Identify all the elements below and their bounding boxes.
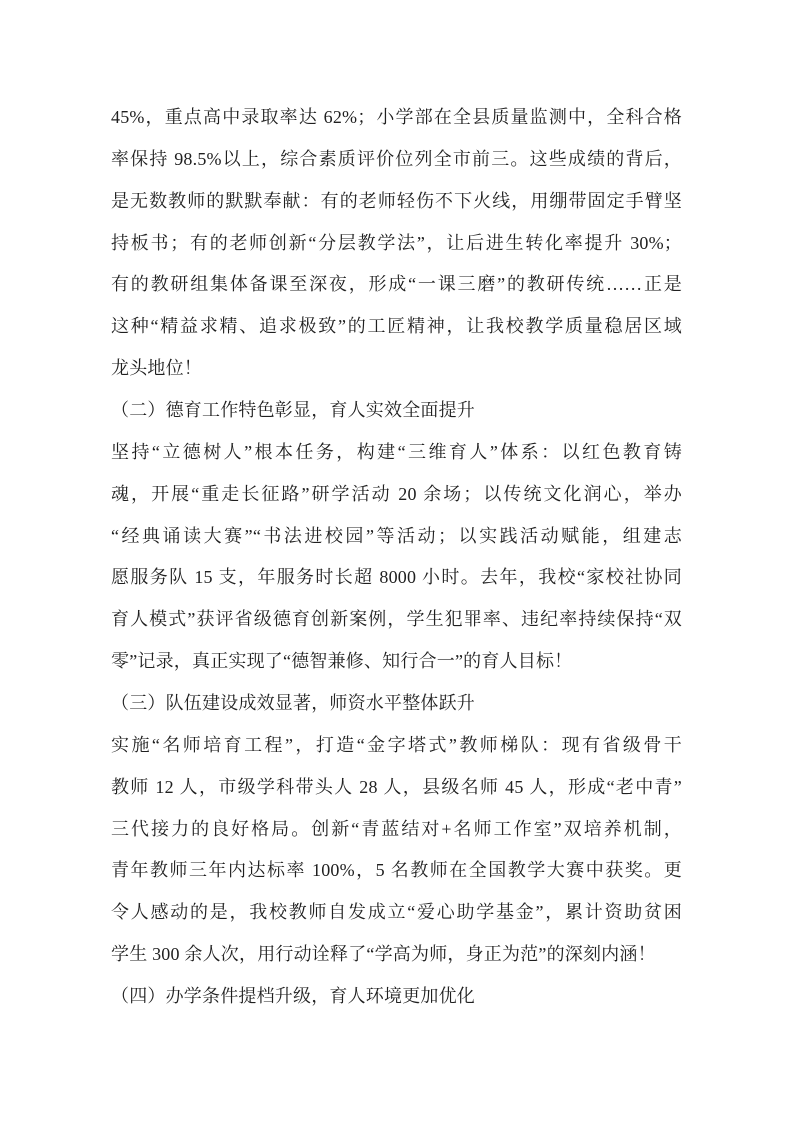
body-line: “经典诵读大赛”“书法进校园”等活动；以实践活动赋能，组建志: [111, 525, 682, 546]
body-line: 45%，重点高中录取率达 62%；小学部在全县质量监测中，全科合格: [111, 107, 682, 127]
section-heading: （四）办学条件提档升级，育人环境更加优化: [111, 986, 475, 1007]
body-line: 实施“名师培育工程”，打造“金字塔式”教师梯队：现有省级骨干: [111, 734, 682, 755]
body-line: 青年教师三年内达标率 100%，5 名教师在全国教学大赛中获奖。更: [111, 860, 682, 881]
body-line: 龙头地位！: [111, 358, 202, 379]
body-line: 有的教研组集体备课至深夜，形成“一课三磨”的教研传统……正是: [111, 274, 682, 295]
body-line: 教师 12 人，市级学科带头人 28 人，县级名师 45 人，形成“老中青”: [111, 776, 682, 797]
body-line: 令人感动的是，我校教师自发成立“爱心助学基金”，累计资助贫困: [111, 902, 682, 923]
body-line: 率保持 98.5%以上，综合素质评价位列全市前三。这些成绩的背后，: [111, 148, 682, 169]
body-line: 持板书；有的老师创新“分层教学法”，让后进生转化率提升 30%；: [111, 232, 682, 253]
body-line: 这种“精益求精、追求极致”的工匠精神，让我校教学质量稳居区域: [111, 316, 682, 337]
body-line: 魂，开展“重走长征路”研学活动 20 余场；以传统文化润心，举办: [111, 483, 682, 504]
document-text: [111, 97, 682, 1018]
body-line: 坚持“立德树人”根本任务，构建“三维育人”体系：以红色教育铸: [111, 441, 682, 462]
body-line: 育人模式”获评省级德育创新案例，学生犯罪率、违纪率持续保持“双: [111, 609, 682, 630]
body-line: 三代接力的良好格局。创新“青蓝结对+名师工作室”双培养机制，: [111, 818, 682, 839]
body-line: 是无数教师的默默奉献：有的老师轻伤不下火线，用绷带固定手臂坚: [111, 190, 682, 211]
body-line: 零”记录，真正实现了“德智兼修、知行合一”的育人目标！: [111, 651, 573, 672]
section-heading: （三）队伍建设成效显著，师资水平整体跃升: [111, 693, 475, 714]
body-line: 愿服务队 15 支，年服务时长超 8000 小时。去年，我校“家校社协同: [111, 567, 682, 588]
body-line: 学生 300 余人次，用行动诠释了“学高为师，身正为范”的深刻内涵！: [111, 944, 656, 965]
section-heading: （二）德育工作特色彰显，育人实效全面提升: [111, 400, 475, 421]
